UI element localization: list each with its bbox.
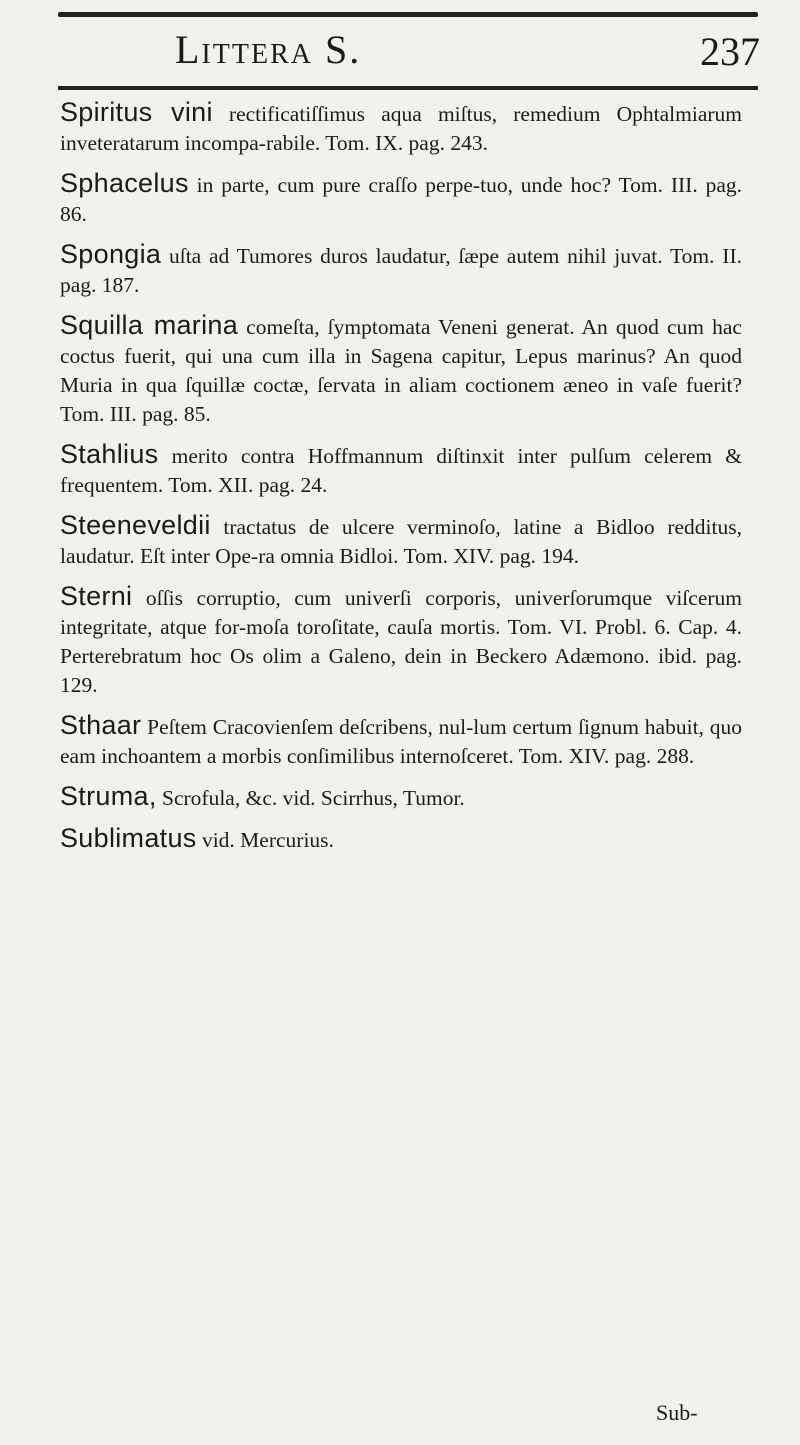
entry-spongia [60, 240, 742, 300]
header-title: Littera S. [175, 27, 362, 72]
entry-sphacelus [60, 169, 742, 229]
entry-text: in parte, cum pure craſſo perpe-tuo, unde hoc? Tom. III. pag. 86. [60, 173, 742, 226]
entry-sublimatus [60, 824, 742, 855]
entry-keyword: Struma, [60, 781, 157, 811]
entry-keyword: Spongia [60, 239, 162, 269]
entry-keyword: Stahlius [60, 439, 159, 469]
entries-list [60, 98, 742, 866]
top-rule [58, 12, 758, 17]
entry-keyword: Sterni [60, 581, 133, 611]
entry-struma [60, 782, 742, 813]
entry-keyword: Steeneveldii [60, 510, 211, 540]
entry-sterni [60, 582, 742, 700]
running-header [60, 20, 760, 82]
entry-keyword: Squilla marina [60, 310, 239, 340]
entry-keyword: Sthaar [60, 710, 142, 740]
entry-keyword: Sphacelus [60, 168, 189, 198]
entry-text: tractatus de ulcere verminoſo, latine a Bidloo redditus, laudatur. Eſt inter Ope-ra omnia Bidloi. Tom. XIV. pag. 194. [60, 515, 742, 568]
entry-keyword: Sublimatus [60, 823, 197, 853]
entry-text: comeſta, ſymptomata Veneni generat. An quod cum hac coctus fuerit, qui una cum illa in Sagena capitur, Lepus marinus? An quod Muria in qua ſquillæ coctæ, ſervata in aliam coctionem æneo in vaſe fuerit? Tom. III. pag. 85. [60, 315, 742, 426]
header-rule [58, 86, 758, 90]
entry-text: Scrofula, &c. vid. Scirrhus, Tumor. [156, 786, 465, 810]
entry-steeneveldii [60, 511, 742, 571]
entry-text: uſta ad Tumores duros laudatur, ſæpe autem nihil juvat. Tom. II. pag. 187. [60, 244, 742, 297]
entry-keyword: Spiritus vini [60, 97, 213, 127]
entry-text: vid. Mercurius. [196, 828, 334, 852]
entry-text: rectificatiſſimus aqua miſtus, remedium Ophtalmiarum inveteratarum incompa-rabile. Tom. IX. pag. 243. [60, 102, 742, 155]
entry-stahlius [60, 440, 742, 500]
entry-text: oſſis corruptio, cum univerſi corporis, univerſorumque viſcerum integritate, atque for-moſa toroſitate, cauſa mortis. Tom. VI. Probl. 6. Cap. 4. Perterebratum hoc Os olim a Galeno, dein in Beckero Adæmono. ibid. pag. 129. [60, 586, 742, 697]
catchword: Sub- [656, 1400, 698, 1425]
entry-text: merito contra Hoffmannum diſtinxit inter pulſum celerem & frequentem. Tom. XII. pag. 24. [60, 444, 742, 497]
entry-squilla-marina [60, 311, 742, 429]
page-number: 237 [700, 29, 760, 74]
entry-sthaar [60, 711, 742, 771]
entry-text: Peſtem Cracovienſem deſcribens, nul-lum certum ſignum habuit, quo eam inchoantem a morbis conſimilibus internoſceret. Tom. XIV. pag. 288. [60, 715, 742, 768]
entry-spiritus-vini [60, 98, 742, 158]
